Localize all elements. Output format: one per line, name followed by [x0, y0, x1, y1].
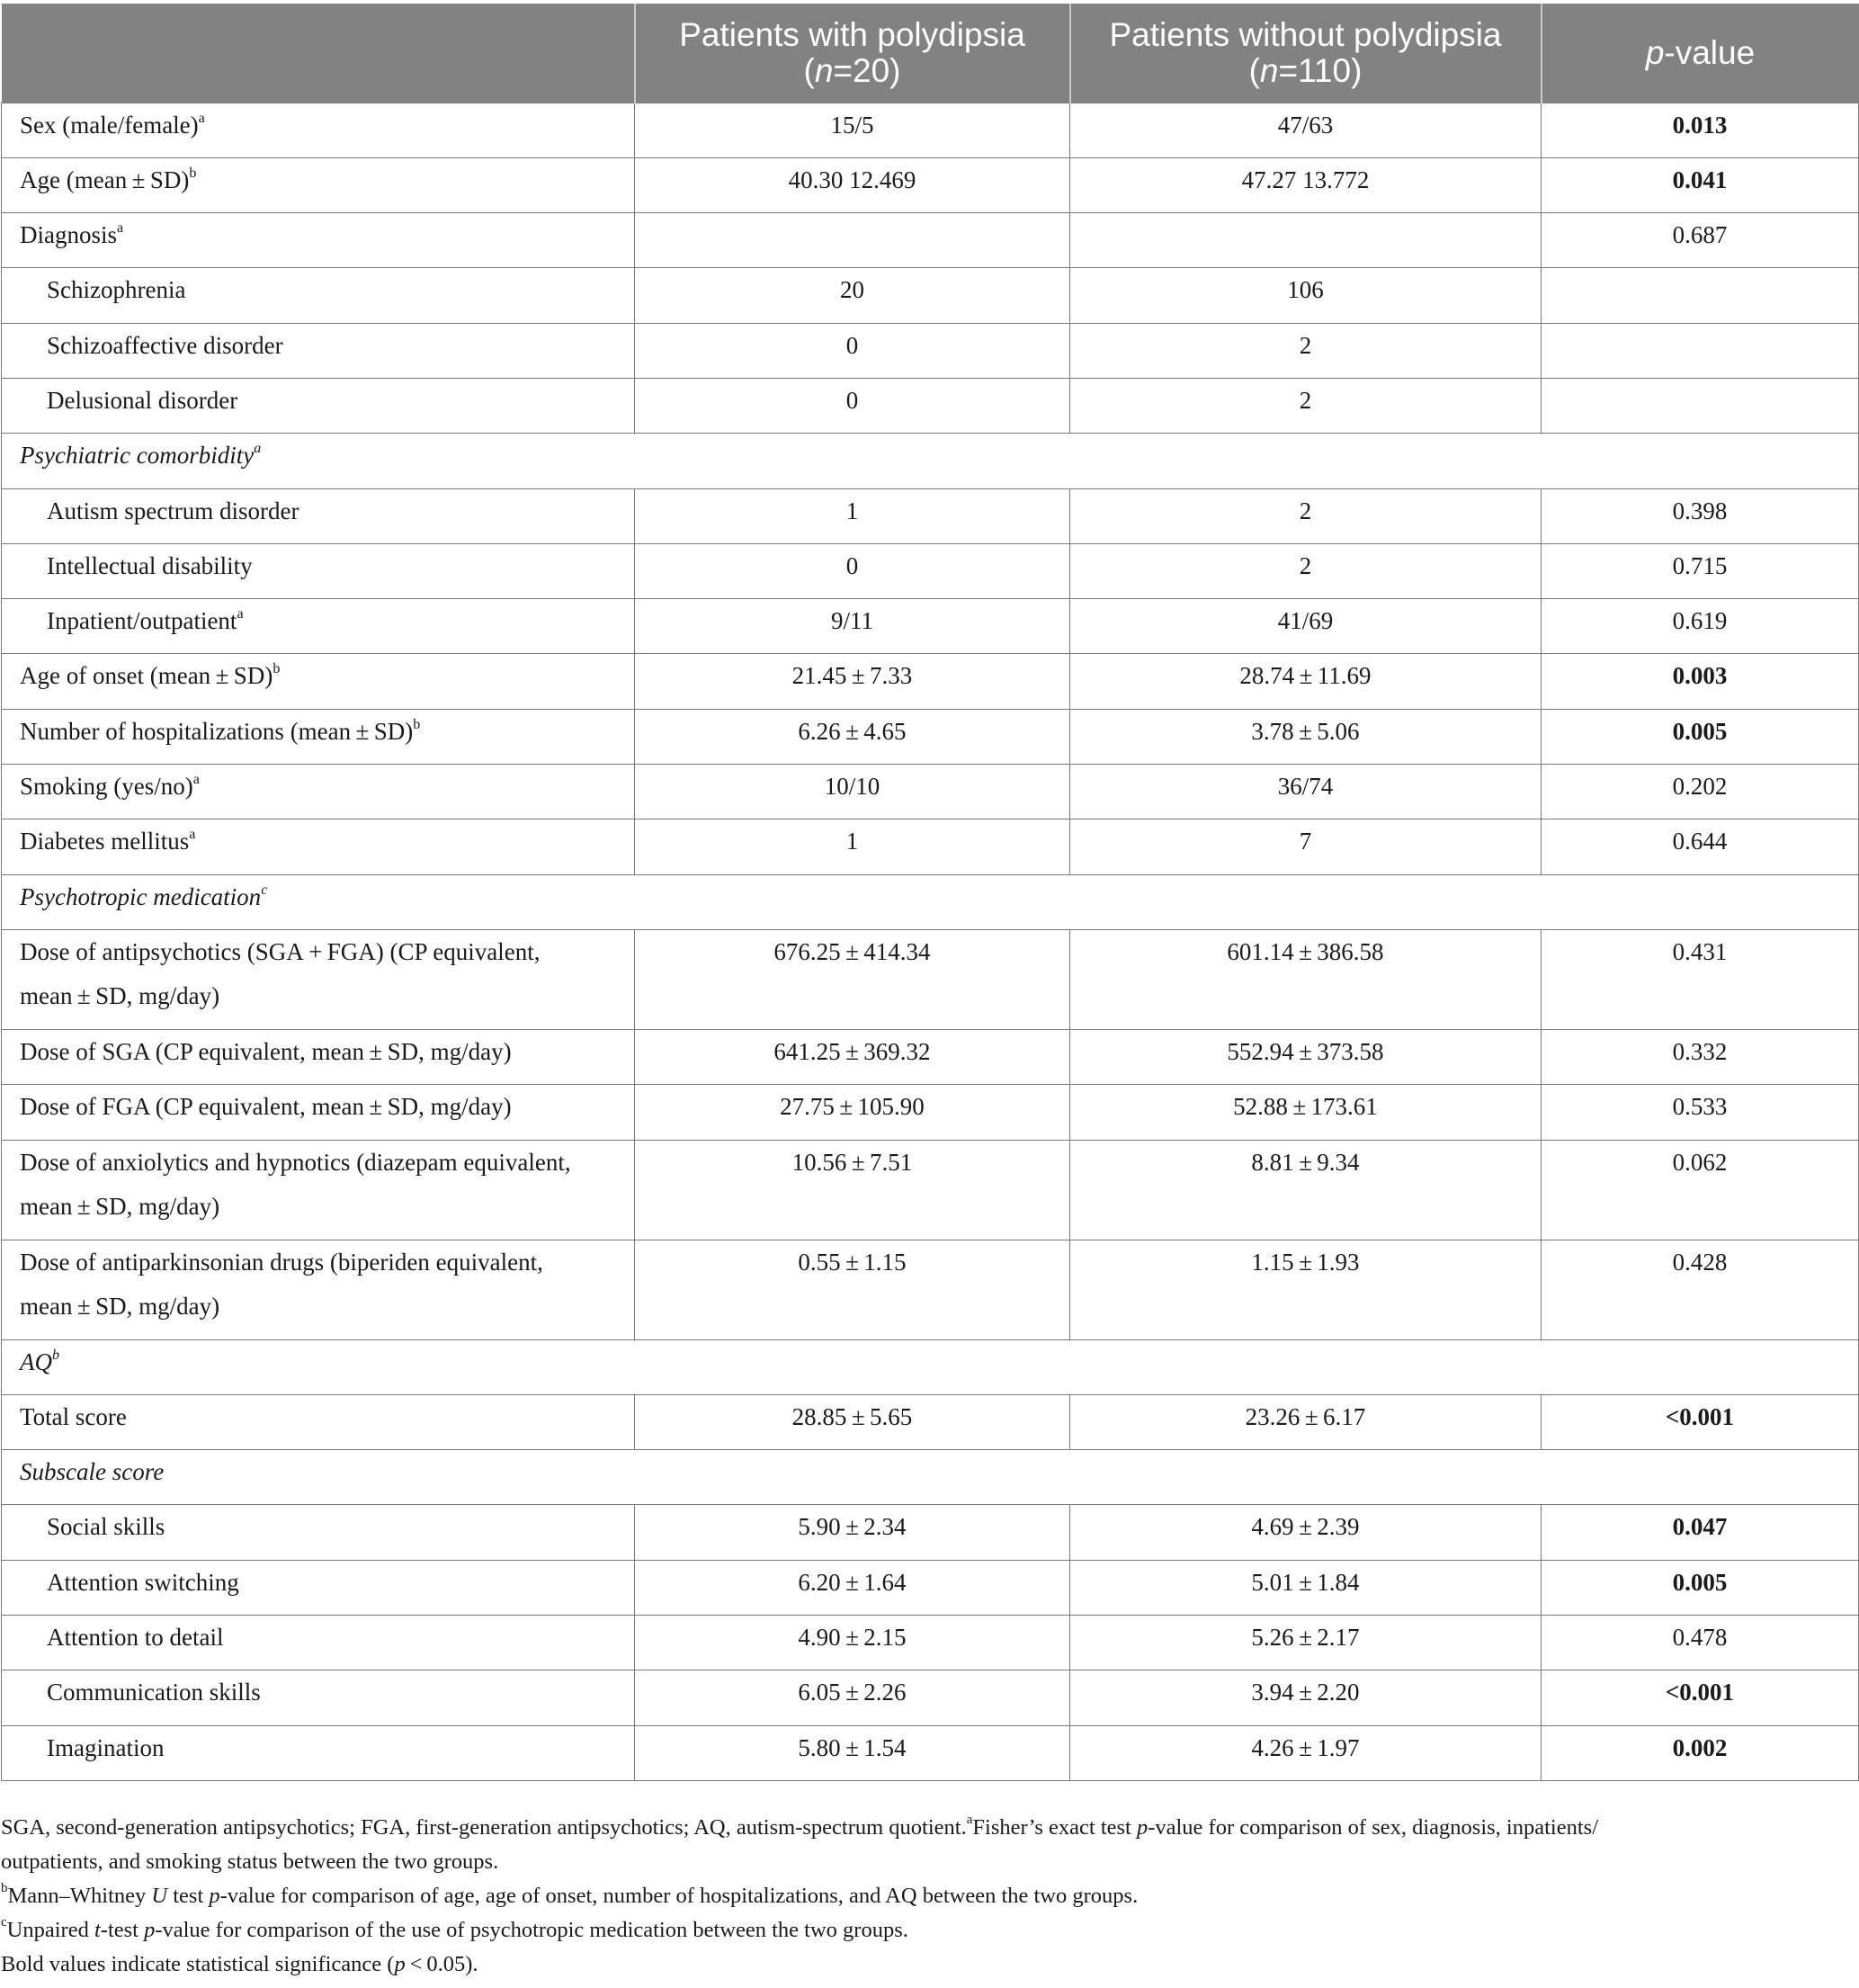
cell-without: 47/63	[1070, 103, 1542, 157]
cell-with: 10/10	[635, 765, 1070, 819]
row-label: Age (mean ± SD)$^b$	[2, 157, 635, 212]
cell-p-value: 0.041	[1542, 157, 1859, 212]
cell-p-value: 0.428	[1542, 1240, 1859, 1339]
row-label: Dose of SGA (CP equivalent, mean ± SD, mg/day)	[2, 1029, 635, 1084]
cell-with: 6.05 ± 2.26	[635, 1670, 1070, 1725]
cell-without: 2	[1070, 488, 1542, 543]
cell-without: 52.88 ± 173.61	[1070, 1085, 1542, 1140]
cell-p-value: 0.332	[1542, 1029, 1859, 1084]
cell-p-value: 0.715	[1542, 543, 1859, 598]
cell-without: 106	[1070, 268, 1542, 323]
cell-with: 641.25 ± 369.32	[635, 1029, 1070, 1084]
row-label: Dose of anxiolytics and hypnotics (diazepam equivalent, mean ± SD, mg/day)	[2, 1140, 635, 1240]
cell-with	[635, 213, 1070, 268]
section-heading: $AQ^b$	[2, 1339, 1859, 1394]
table-row	[2, 268, 1859, 323]
table-row	[2, 929, 1859, 1029]
section-heading: Psychiatric comorbidity$^a$	[2, 434, 1859, 488]
cell-without: 4.69 ± 2.39	[1070, 1505, 1542, 1560]
cell-without: 4.26 ± 1.97	[1070, 1725, 1542, 1780]
section-row	[2, 1450, 1859, 1505]
cell-with: 1	[635, 488, 1070, 543]
cell-p-value: 0.002	[1542, 1725, 1859, 1780]
table-row	[2, 323, 1859, 378]
table-row	[2, 1240, 1859, 1339]
cell-p-value: 0.062	[1542, 1140, 1859, 1240]
cell-p-value: 0.047	[1542, 1505, 1859, 1560]
table-row	[2, 488, 1859, 543]
section-row	[2, 434, 1859, 488]
cell-with: 6.26 ± 4.65	[635, 709, 1070, 764]
cell-p-value	[1542, 268, 1859, 323]
cell-without: 2	[1070, 378, 1542, 433]
cell-without: 7	[1070, 819, 1542, 874]
cell-without: 8.81 ± 9.34	[1070, 1140, 1542, 1240]
cell-p-value: 0.619	[1542, 599, 1859, 654]
table-row	[2, 543, 1859, 598]
row-label: Schizophrenia	[2, 268, 635, 323]
cell-p-value: 0.478	[1542, 1616, 1859, 1670]
cell-with: 0	[635, 323, 1070, 378]
table-row	[2, 157, 1859, 212]
section-heading: Subscale score	[2, 1450, 1859, 1505]
row-label: Imagination	[2, 1725, 635, 1780]
cell-p-value: <0.001	[1542, 1670, 1859, 1725]
cell-without: 28.74 ± 11.69	[1070, 654, 1542, 709]
cell-without: 3.78 ± 5.06	[1070, 709, 1542, 764]
cell-p-value: 0.533	[1542, 1085, 1859, 1140]
cell-with: 4.90 ± 2.15	[635, 1616, 1070, 1670]
cell-without	[1070, 213, 1542, 268]
cell-without: 3.94 ± 2.20	[1070, 1670, 1542, 1725]
cell-with: 0	[635, 378, 1070, 433]
header-label-column	[2, 4, 635, 103]
header-with-polydipsia: Patients with polydipsia (n=20)	[635, 4, 1070, 103]
table-row	[2, 1140, 1859, 1240]
cell-without: 601.14 ± 386.58	[1070, 929, 1542, 1029]
table-header-row	[2, 4, 1859, 103]
header-without-polydipsia: Patients without polydipsia (n=110)	[1070, 4, 1542, 103]
cell-with: 0	[635, 543, 1070, 598]
cell-p-value: 0.644	[1542, 819, 1859, 874]
table-row	[2, 599, 1859, 654]
patient-characteristics-table	[1, 4, 1858, 1781]
row-label: Dose of antiparkinsonian drugs (biperiden equivalent, mean ± SD, mg/day)	[2, 1240, 635, 1339]
cell-p-value	[1542, 378, 1859, 433]
footnote-abbreviations: SGA, second-generation antipsychotics; FGA, first-generation antipsychotics; AQ, autism-spectrum quotient.$^a$Fisher’s exact test p-value for comparison of sex, diagnosis, inpatients/ outpatients, and smoking status between the two groups.	[1, 1813, 1598, 1874]
cell-with: 9/11	[635, 599, 1070, 654]
table-row	[2, 765, 1859, 819]
cell-with: 6.20 ± 1.64	[635, 1560, 1070, 1615]
table-row	[2, 1394, 1859, 1449]
row-label: Diagnosis$^a$	[2, 213, 635, 268]
cell-without: 552.94 ± 373.58	[1070, 1029, 1542, 1084]
table-footnotes	[1, 1811, 1854, 1982]
section-heading: Psychotropic medication$^c$	[2, 874, 1859, 929]
row-label: Attention switching	[2, 1560, 635, 1615]
cell-without: 5.01 ± 1.84	[1070, 1560, 1542, 1615]
cell-without: 1.15 ± 1.93	[1070, 1240, 1542, 1339]
table-row	[2, 1670, 1859, 1725]
cell-p-value: 0.013	[1542, 103, 1859, 157]
row-label: Autism spectrum disorder	[2, 488, 635, 543]
cell-without: 2	[1070, 543, 1542, 598]
row-label: Number of hospitalizations (mean ± SD)$^b$	[2, 709, 635, 764]
cell-with: 5.90 ± 2.34	[635, 1505, 1070, 1560]
row-label: Attention to detail	[2, 1616, 635, 1670]
table-row	[2, 1560, 1859, 1615]
cell-with: 40.30 12.469	[635, 157, 1070, 212]
header-p-value: p-value	[1542, 4, 1859, 103]
cell-without: 23.26 ± 6.17	[1070, 1394, 1542, 1449]
row-label: Delusional disorder	[2, 378, 635, 433]
row-label: Intellectual disability	[2, 543, 635, 598]
cell-without: 5.26 ± 2.17	[1070, 1616, 1542, 1670]
cell-without: 41/69	[1070, 599, 1542, 654]
row-label: Inpatient/outpatient$^a$	[2, 599, 635, 654]
table-row	[2, 1616, 1859, 1670]
table-row	[2, 1505, 1859, 1560]
cell-with: 5.80 ± 1.54	[635, 1725, 1070, 1780]
table-row	[2, 1725, 1859, 1780]
cell-with: 1	[635, 819, 1070, 874]
cell-p-value: 0.202	[1542, 765, 1859, 819]
cell-p-value	[1542, 323, 1859, 378]
table-row	[2, 1029, 1859, 1084]
table-row	[2, 103, 1859, 157]
row-label: Diabetes mellitus$^a$	[2, 819, 635, 874]
row-label: Dose of FGA (CP equivalent, mean ± SD, mg/day)	[2, 1085, 635, 1140]
row-label: Social skills	[2, 1505, 635, 1560]
cell-with: 20	[635, 268, 1070, 323]
row-label: Total score	[2, 1394, 635, 1449]
cell-p-value: 0.431	[1542, 929, 1859, 1029]
cell-without: 36/74	[1070, 765, 1542, 819]
cell-p-value: 0.398	[1542, 488, 1859, 543]
cell-p-value: 0.005	[1542, 1560, 1859, 1615]
table-row	[2, 213, 1859, 268]
footnote-bold: Bold values indicate statistical significance (p < 0.05).	[1, 1952, 478, 1976]
footnote-c: $^c$Unpaired t-test p-value for comparison of the use of psychotropic medication between the two groups.	[1, 1915, 908, 1942]
table-row	[2, 1085, 1859, 1140]
row-label: Schizoaffective disorder	[2, 323, 635, 378]
table-row	[2, 378, 1859, 433]
row-label: Communication skills	[2, 1670, 635, 1725]
row-label: Dose of antipsychotics (SGA + FGA) (CP equivalent, mean ± SD, mg/day)	[2, 929, 635, 1029]
footnote-b: $^b$Mann–Whitney U test p-value for comparison of age, age of onset, number of hospitalizations, and AQ between the two groups.	[1, 1881, 1139, 1908]
cell-with: 676.25 ± 414.34	[635, 929, 1070, 1029]
section-row	[2, 1339, 1859, 1394]
table-row	[2, 819, 1859, 874]
table-row	[2, 654, 1859, 709]
row-label: Sex (male/female)$^a$	[2, 103, 635, 157]
cell-with: 27.75 ± 105.90	[635, 1085, 1070, 1140]
cell-p-value: 0.687	[1542, 213, 1859, 268]
row-label: Age of onset (mean ± SD)$^b$	[2, 654, 635, 709]
cell-p-value: 0.005	[1542, 709, 1859, 764]
row-label: Smoking $(yes/no)^a$	[2, 765, 635, 819]
cell-p-value: 0.003	[1542, 654, 1859, 709]
section-row	[2, 874, 1859, 929]
cell-with: 0.55 ± 1.15	[635, 1240, 1070, 1339]
cell-with: 28.85 ± 5.65	[635, 1394, 1070, 1449]
cell-p-value: <0.001	[1542, 1394, 1859, 1449]
table-row	[2, 709, 1859, 764]
cell-with: 15/5	[635, 103, 1070, 157]
cell-with: 21.45 ± 7.33	[635, 654, 1070, 709]
cell-without: 47.27 13.772	[1070, 157, 1542, 212]
cell-without: 2	[1070, 323, 1542, 378]
cell-with: 10.56 ± 7.51	[635, 1140, 1070, 1240]
